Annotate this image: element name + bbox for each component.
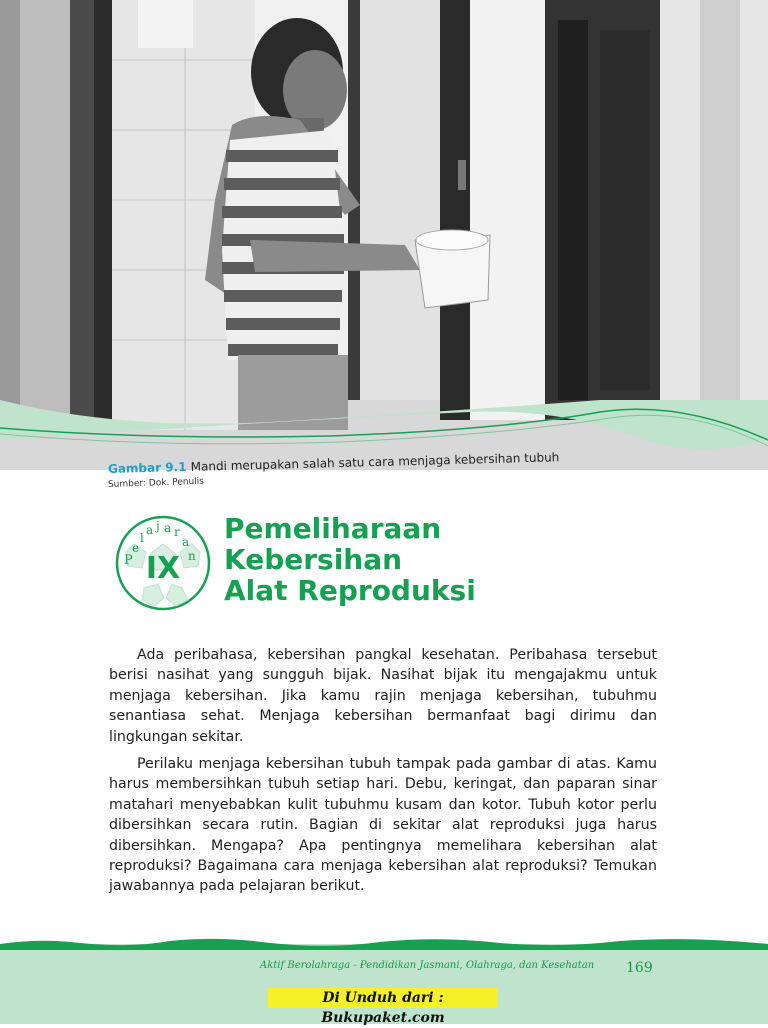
badge-numeral: IX — [145, 551, 181, 586]
badge-letter: n — [188, 549, 196, 563]
paragraph: Ada peribahasa, kebersihan pangkal kesehatan. Peribahasa tersebut berisi nasihat yang sungguh bijak. Nasihat bijak itu mengajakmu untuk menjaga kebersihan. Jika kamu rajin menjaga kebersihan, tubuhmu senantiasa sehat. Menjaga kebersihan bermanfaat bagi dirimu dan lingkungan sekitar. — [109, 647, 657, 745]
figure-source: Sumber: Dok. Penulis — [107, 476, 205, 490]
download-note: Di Unduh dari : Bukupaket.com — [268, 988, 498, 1008]
footer-book-title: Aktif Berolahraga - Pendidikan Jasmani, Olahraga, dan Kesehatan — [260, 960, 595, 971]
figure-caption-label: Gambar 9.1 — [107, 459, 187, 476]
page-number: 169 — [626, 960, 653, 976]
badge-letter: j — [156, 519, 160, 533]
body-text — [109, 645, 657, 904]
badge-letter: r — [174, 525, 180, 539]
chapter-badge — [114, 514, 212, 612]
badge-letter: a — [146, 523, 154, 537]
figure-caption-text: Mandi merupakan salah satu cara menjaga kebersihan tubuh — [190, 450, 560, 474]
badge-letter: a — [182, 535, 190, 549]
badge-letter: P — [124, 553, 133, 568]
badge-letter: e — [132, 541, 140, 555]
chapter-title-line: Kebersihan — [224, 543, 403, 576]
badge-letter: a — [164, 521, 172, 535]
chapter-title-line: Pemeliharaan — [224, 512, 442, 545]
paragraph: Perilaku menjaga kebersihan tubuh tampak pada gambar di atas. Kamu harus membersihkan tubuh setiap hari. Debu, keringat, dan paparan sinar matahari menyebabkan kulit tubuhmu kusam dan kotor. Tubuh kotor perlu dibersihkan secara rutin. Bagian di sekitar alat reproduksi juga harus dibersihkan. Mengapa? Apa pentingnya memelihara kebersihan alat reproduksi? Bagaimana cara menjaga kebersihan alat reproduksi? Temukan jawabannya pada pelajaran berikut. — [109, 756, 657, 895]
chapter-title-line: Alat Reproduksi — [224, 574, 476, 607]
chapter-title — [224, 513, 476, 606]
badge-letter: l — [140, 531, 144, 545]
